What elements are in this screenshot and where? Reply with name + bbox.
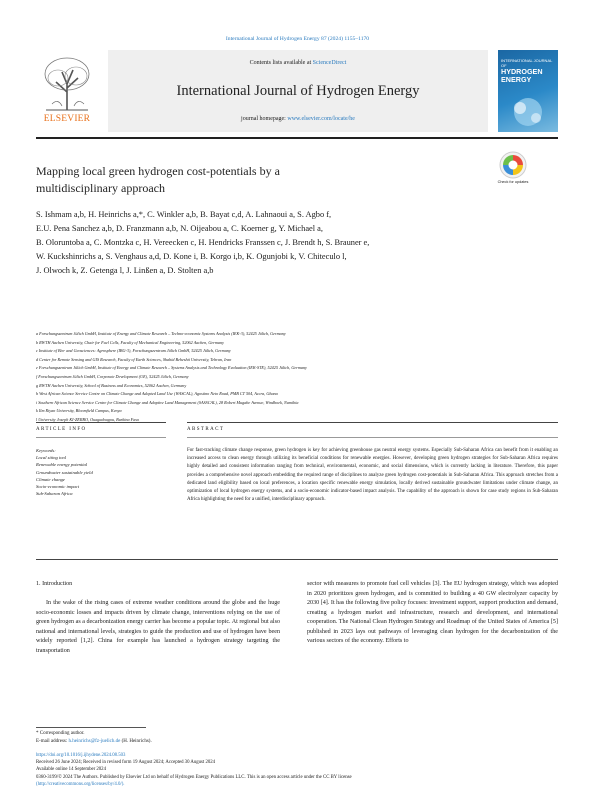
affiliation-item: h West African Science Service Centre on Climate Change and Adapted Land Use (WASCAL), Agostino Neto Road, PMB CT 504, Accra, Ghana xyxy=(36,391,278,397)
sciencedirect-link[interactable]: ScienceDirect xyxy=(312,60,347,66)
affiliation-item: d Center for Remote Sensing and GIS Research, Faculty of Earth Sciences, Shahid Beheshti University, Tehran, Iran xyxy=(36,356,232,362)
email-line xyxy=(36,738,296,746)
keywords-label: Keywords: xyxy=(36,448,56,453)
affiliation-item: c Institute of Bio- and Geosciences: Agrosphere (IBG-3), Forschungszentrum Jülich GmbH, 52425 Jülich, Germany xyxy=(36,348,231,354)
abstract-subrule xyxy=(187,437,558,438)
abstract-heading: ABSTRACT xyxy=(187,427,225,432)
journal-cover-image[interactable] xyxy=(498,50,558,132)
received-dates: Received 26 June 2024; Received in revised form 19 August 2024; Accepted 30 August 2024 xyxy=(36,760,216,766)
affiliation-item: g RWTH Aachen University, School of Business and Economics, 52062 Aachen, Germany xyxy=(36,382,187,388)
keywords-block xyxy=(36,447,176,497)
author-line[interactable]: B. Oloruntoba a, C. Montzka c, H. Vereecken c, H. Hendricks Franssen c, J. Brendt h, S. Brauner e, xyxy=(36,237,370,247)
keyword-item: Local siting tool xyxy=(36,455,67,461)
check-for-updates-icon[interactable] xyxy=(498,150,528,180)
homepage-line xyxy=(108,116,488,122)
abstract-text: For fast-tracking climate change response, green hydrogen is key for achieving greenhouse gas neutral energy systems. Especially Sub-Saharan Africa can benefit from it enabling an increased access to clean energy through utilizing its beneficial conditions for renewable energies. However, developing green hydrogen strategies for Sub-Saharan Africa requires highly detailed and consistent information ranging from technical, environmental, economic, and social dimensions, which is currently lacking in literature. Therefore, this paper provides a comprehensive novel approach embedding the required range of disciplines to analyze green hydrogen cost-potentials in Sub-Saharan Africa. This approach stretches from a dedicated land eligibility based on local preferences, a location specific renewable energy simulation, locally derived sustainable groundwater limitations under climate change, an optimization of local hydrogen energy systems, and a socio-economic indicator-based impact analysis. The capability of the approach is shown for case study regions in Sub-Saharan Africa highlighting the need for a unified, interdisciplinary approach. xyxy=(187,448,558,503)
homepage-link[interactable]: www.elsevier.com/locate/he xyxy=(287,116,355,122)
contents-prefix: Contents lists available at xyxy=(249,60,313,66)
affiliation-item: k Ilm Riyan University, Bloomfield Campus, Kenya xyxy=(36,408,122,414)
journal-citation-link[interactable]: International Journal of Hydrogen Energy 87 (2024) 1155–1170 xyxy=(225,36,370,42)
header-divider xyxy=(36,137,558,139)
body-column-right xyxy=(307,580,558,647)
affiliation-item: f Forschungszentrum Jülich GmbH, Corporate Development (UE), 52425 Jülich, Germany xyxy=(36,373,189,379)
affiliation-item: b RWTH Aachen University, Chair for Fuel Cells, Faculty of Mechanical Engineering, 52062 Aachen, Germany xyxy=(36,339,224,345)
keyword-item: Renewable energy potential xyxy=(36,462,88,468)
keyword-item: Socio-economic impact xyxy=(36,484,79,490)
article-info-subrule xyxy=(36,437,166,438)
license-text: 0360-3199/© 2024 The Authors. Published by Elsevier Ltd on behalf of Hydrogen Energy Publications LLC. This is an open access article under the CC BY license xyxy=(36,774,352,780)
article-title xyxy=(36,163,476,197)
article-info-rule xyxy=(36,422,166,423)
cover-title-line3: ENERGY xyxy=(501,75,532,84)
affiliation-list xyxy=(36,330,558,425)
journal-title: International Journal of Hydrogen Energy xyxy=(176,83,420,99)
section-heading: 1. Introduction xyxy=(36,581,73,587)
abstract-rule xyxy=(187,422,558,423)
corresponding-author-note: * Corresponding author. xyxy=(36,731,85,736)
article-title-line1: Mapping local green hydrogen cost-potentials by a xyxy=(36,164,280,178)
affiliation-item: i Southern African Science Service Centre for Climate Change and Adaptive Land Management (SASSCAL), 28 Robert Mugabe Avenue, Windhoek, Namibia xyxy=(36,399,299,405)
contents-line xyxy=(108,60,488,66)
footnote-divider xyxy=(36,727,146,728)
elsevier-tree-icon xyxy=(40,54,94,112)
cover-title-line2: HYDROGEN xyxy=(501,67,543,76)
article-info-heading: ARTICLE INFO xyxy=(36,427,87,432)
journal-header xyxy=(36,50,558,132)
cover-title xyxy=(501,58,555,84)
email-link[interactable]: h.heinrichs@fz-juelich.de xyxy=(68,738,121,744)
keyword-item: Groundwater sustainable yield xyxy=(36,469,93,475)
publication-info xyxy=(36,752,558,788)
affiliation-item: l University Joseph KI-ZERBO, Ouagadougou, Burkina Faso xyxy=(36,416,140,422)
author-list xyxy=(36,208,558,278)
body-column-left xyxy=(36,580,280,656)
email-suffix: (H. Heinrichs). xyxy=(120,738,152,744)
doi-link[interactable]: https://doi.org/10.1016/j.ijhydene.2024.08.503 xyxy=(36,753,126,758)
available-online: Available online 14 September 2024 xyxy=(36,767,106,773)
article-title-line2: multidisciplinary approach xyxy=(36,181,165,195)
publisher-name: ELSEVIER xyxy=(43,114,91,124)
keyword-item: Climate change xyxy=(36,476,65,482)
keyword-item: Sub-Saharan Africa xyxy=(36,491,73,497)
affiliation-item: a Forschungszentrum Jülich GmbH, Institute of Energy and Climate Research – Techno-economic Systems Analysis (IEK-3), 52425 Jülich, Germany xyxy=(36,331,286,336)
cover-artwork-icon xyxy=(498,90,558,132)
body-divider xyxy=(36,559,558,560)
author-line[interactable]: S. Ishmam a,b, H. Heinrichs a,*, C. Winkler a,b, B. Bayat c,d, A. Lahnaoui a, S. Agbo f, xyxy=(36,210,332,219)
footnotes xyxy=(36,730,296,745)
author-line[interactable]: E.U. Pena Sanchez a,b, D. Franzmann a,b, N. Oijeabou a, C. Koerner g, Y. Michael a, xyxy=(36,223,323,233)
homepage-prefix: journal homepage: xyxy=(241,116,288,122)
affiliation-item: e Forschungszentrum Jülich GmbH, Institute of Energy and Climate Research – Systems Analysis and Technology Evaluation (IEK-STE), 52425 Jülich, Germany xyxy=(36,365,307,371)
body-paragraph: sector with measures to promote fuel cell vehicles [3]. The EU hydrogen strategy, which was adopted in 2020 prioritizes green hydrogen, and is committed to building a 40 GW electrolyzer capacity by 2030 [4]. It has the following five policy focuses: investment support, support production and demand, creating a hydrogen market and infrastructure, research and development, and international cooperation. The National Clean Hydrogen Strategy and Roadmap of the United States of America [5] published in 2023 lays out pathways of leveraging clean hydrogen for the decarbonization of the various sectors of the economy. Efforts to xyxy=(307,581,558,644)
body-paragraph: In the wake of the rising cases of extreme weather conditions around the globe and the huge socio-economic losses and impacts driven by climate change, interventions relying on the use of green hydrogen as a decarbonization energy carrier has become a popular topic. At regional but also national and international levels, strategies to guide the production and use of hydrogen have been widely reported [1,2]. China for example has launched a hydrogen strategy targeting the transportation xyxy=(36,600,280,654)
cover-title-line1: INTERNATIONAL JOURNAL OF xyxy=(501,58,553,68)
license-link[interactable]: (http://creativecommons.org/licenses/by/4.0/). xyxy=(36,781,125,787)
elsevier-logo[interactable] xyxy=(36,50,98,130)
check-for-updates-label[interactable]: Check for updates xyxy=(497,180,529,184)
email-prefix: E-mail address: xyxy=(36,738,69,744)
author-line[interactable]: J. Olwoch k, Z. Getenga l, J. Linßen a, D. Stolten a,b xyxy=(36,265,214,275)
journal-banner xyxy=(108,50,488,132)
author-line[interactable]: W. Kuckshinrichs a, S. Venghaus a,d, D. Kone i, B. Korgo i,b, K. Ogunjobi k, V. Chiteculo l, xyxy=(36,251,347,261)
